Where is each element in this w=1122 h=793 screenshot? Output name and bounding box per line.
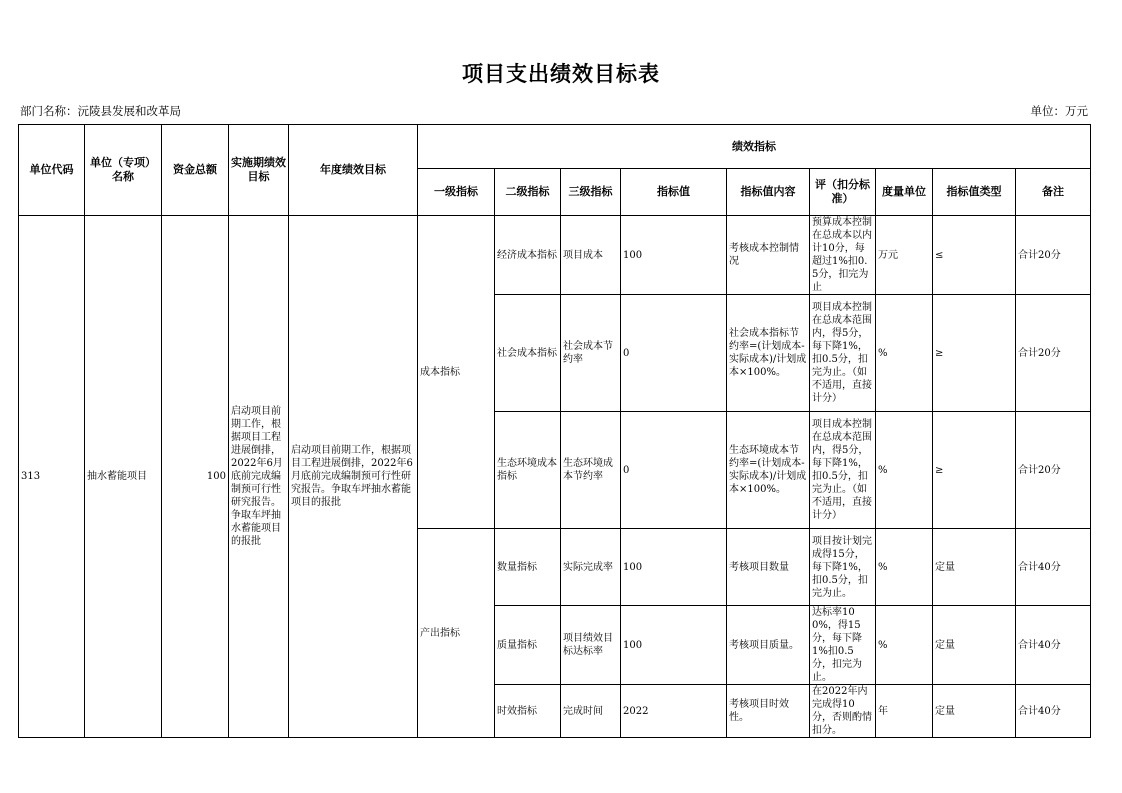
header-perf-indicators: 绩效指标	[418, 125, 1091, 169]
type-cell: 定量	[933, 685, 1016, 738]
header-indicator-value: 指标值	[621, 169, 727, 216]
level3-cell: 实际完成率	[561, 529, 621, 606]
header-scoring: 评（扣分标准）	[810, 169, 876, 216]
unit-cell: %	[876, 606, 933, 685]
header-period-goal: 实施期绩效目标	[229, 125, 289, 216]
remark-cell: 合计40分	[1016, 606, 1091, 685]
level2-cell: 质量指标	[495, 606, 561, 685]
unit-cell: 年	[876, 685, 933, 738]
unit-cell: 万元	[876, 216, 933, 295]
value-cell: 100	[621, 529, 727, 606]
remark-cell: 合计40分	[1016, 529, 1091, 606]
type-cell: 定量	[933, 529, 1016, 606]
remark-cell: 合计20分	[1016, 216, 1091, 295]
content-cell: 考核项目质量。	[727, 606, 810, 685]
header-level1: 一级指标	[418, 169, 495, 216]
value-cell: 2022	[621, 685, 727, 738]
content-cell: 考核成本控制情况	[727, 216, 810, 295]
scoring-cell: 项目成本控制在总成本范围内，得5分，每下降1%，扣0.5分，扣完为止。（如不适用，直接计分）	[810, 412, 876, 529]
unit-label: 单位：万元	[1030, 104, 1088, 118]
level2-cell: 时效指标	[495, 685, 561, 738]
header-remarks: 备注	[1016, 169, 1091, 216]
unit-cell: %	[876, 529, 933, 606]
level3-cell: 项目成本	[561, 216, 621, 295]
value-cell: 100	[621, 606, 727, 685]
total-funds-cell: 100	[162, 216, 229, 738]
level3-cell: 项目绩效目标达标率	[561, 606, 621, 685]
scoring-cell: 在2022年内完成得10分，否则酌情扣分。	[810, 685, 876, 738]
content-cell: 考核项目时效性。	[727, 685, 810, 738]
scoring-cell: 项目按计划完成得15分，每下降1%，扣0.5分，扣完为止。	[810, 529, 876, 606]
unit-cell: %	[876, 412, 933, 529]
remark-cell: 合计40分	[1016, 685, 1091, 738]
department-name: 部门名称：沅陵县发展和改革局	[20, 104, 181, 118]
value-cell: 100	[621, 216, 727, 295]
content-cell: 社会成本指标节约率=(计划成本-实际成本)/计划成本×100%。	[727, 295, 810, 412]
scoring-cell: 达标率100%，得15分，每下降1%扣0.5分，扣完为止。	[810, 606, 876, 685]
header-total-funds: 资金总额	[162, 125, 229, 216]
remark-cell: 合计20分	[1016, 412, 1091, 529]
level3-cell: 社会成本节约率	[561, 295, 621, 412]
level2-cell: 数量指标	[495, 529, 561, 606]
header-value-type: 指标值类型	[933, 169, 1016, 216]
level3-cell: 完成时间	[561, 685, 621, 738]
table-row	[19, 216, 1091, 295]
level2-cell: 经济成本指标	[495, 216, 561, 295]
type-cell: ≥	[933, 295, 1016, 412]
performance-table	[18, 124, 1091, 738]
page-title: 项目支出绩效目标表	[462, 62, 660, 86]
header-value-content: 指标值内容	[727, 169, 810, 216]
header-level2: 二级指标	[495, 169, 561, 216]
header-annual-goal: 年度绩效目标	[289, 125, 418, 216]
unit-code-cell: 313	[19, 216, 85, 738]
value-cell: 0	[621, 412, 727, 529]
content-cell: 生态环境成本节约率=(计划成本-实际成本)/计划成本×100%。	[727, 412, 810, 529]
period-goal-cell: 启动项目前期工作，根据项目工程进展倒排，2022年6月底前完成编制预可行性研究报告。争取车坪抽水蓄能项目的报批	[229, 216, 289, 738]
value-cell: 0	[621, 295, 727, 412]
level1-cost-cell: 成本指标	[418, 216, 495, 529]
level1-output-cell: 产出指标	[418, 529, 495, 738]
header-measure-unit: 度量单位	[876, 169, 933, 216]
type-cell: ≤	[933, 216, 1016, 295]
scoring-cell: 项目成本控制在总成本范围内，得5分，每下降1%，扣0.5分，扣完为止。（如不适用，直接计分）	[810, 295, 876, 412]
remark-cell: 合计20分	[1016, 295, 1091, 412]
level2-cell: 生态环境成本指标	[495, 412, 561, 529]
scoring-cell: 预算成本控制在总成本以内计10分，每超过1%扣0.5分，扣完为止	[810, 216, 876, 295]
content-cell: 考核项目数量	[727, 529, 810, 606]
level2-cell: 社会成本指标	[495, 295, 561, 412]
type-cell: ≥	[933, 412, 1016, 529]
header-unit-code: 单位代码	[19, 125, 85, 216]
level3-cell: 生态环境成本节约率	[561, 412, 621, 529]
unit-name-cell: 抽水蓄能项目	[85, 216, 162, 738]
type-cell: 定量	[933, 606, 1016, 685]
unit-cell: %	[876, 295, 933, 412]
header-level3: 三级指标	[561, 169, 621, 216]
annual-goal-cell: 启动项目前期工作，根据项目工程进展倒排，2022年6月底前完成编制预可行性研究报告。争取车坪抽水蓄能项目的报批	[289, 216, 418, 738]
header-row-1	[19, 125, 1091, 169]
header-unit-name: 单位（专项）名称	[85, 125, 162, 216]
